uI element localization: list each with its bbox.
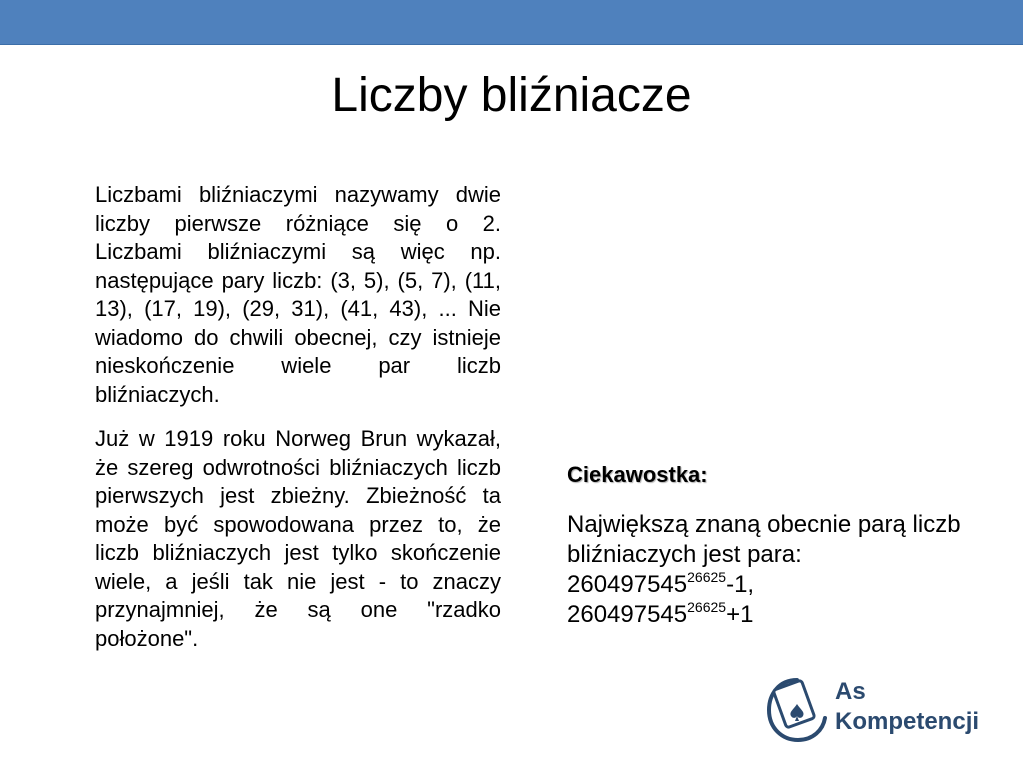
trivia-text xyxy=(567,510,987,630)
main-text-column xyxy=(95,181,501,669)
paragraph-definition: Liczbami bliźniaczymi nazywamy dwie liczby pierwsze różniące się o 2. Liczbami bliźniaczymi są więc np. następujące pary liczb: (3, 5), (5, 7), (11, 13), (17, 19), (29, 31), (41, 43), ... Nie wiadomo do chwili obecnej, czy istnieje nieskończenie wiele par liczb bliźniaczych. xyxy=(95,182,501,407)
logo-text-as: As xyxy=(835,678,866,705)
twin-prime-2 xyxy=(567,601,753,628)
twin-prime-1-suffix: -1, xyxy=(726,571,755,598)
paragraph-brun: Już w 1919 roku Norweg Brun wykazał, że szereg odwrotności bliźniaczych liczb pierwszych jest zbieżny. Zbieżność ta może być spowodowana przez to, że liczb bliźniaczych jest tylko skończenie wiele, a jeśli tak nie jest - to znaczy przynajmniej, że są one "rzadko położone". xyxy=(95,426,501,651)
trivia-heading: Ciekawostka: xyxy=(567,462,708,487)
playing-card-icon xyxy=(765,674,829,746)
twin-prime-2-base: 260497545 xyxy=(567,601,688,628)
as-kompetencji-logo xyxy=(765,674,995,746)
slide-title: Liczby bliźniacze xyxy=(331,69,692,122)
twin-prime-1-base: 260497545 xyxy=(567,571,688,598)
twin-prime-1 xyxy=(567,571,754,598)
twin-prime-2-suffix: +1 xyxy=(726,601,754,628)
trivia-box xyxy=(567,460,987,630)
trivia-intro: Największą znaną obecnie parą liczb bliźniaczych jest para: xyxy=(567,511,961,568)
twin-prime-1-exponent: 26625 xyxy=(687,569,727,585)
logo-text-kompetencji: Kompetencji xyxy=(835,708,980,735)
twin-prime-2-exponent: 26625 xyxy=(687,599,727,615)
header-bar xyxy=(0,0,1023,45)
